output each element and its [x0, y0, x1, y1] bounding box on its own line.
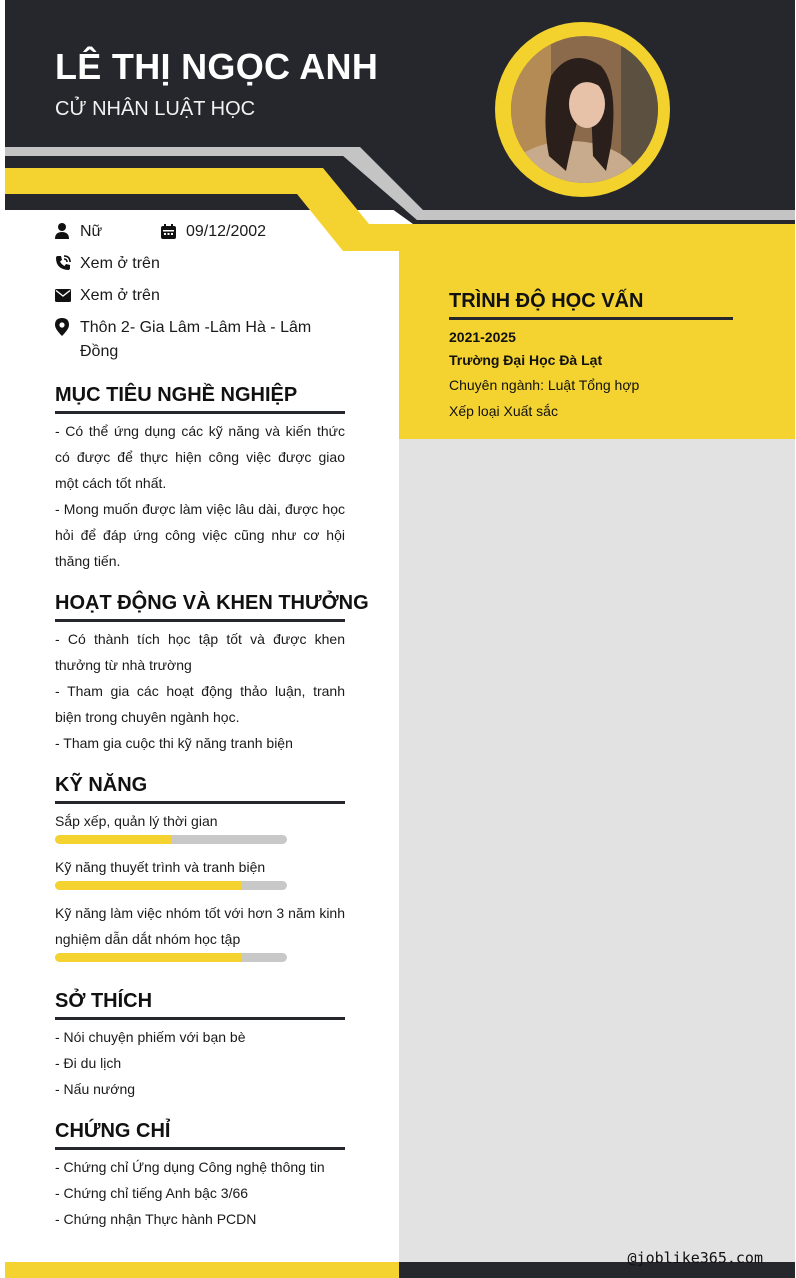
section-education [449, 290, 733, 424]
calendar-icon [161, 220, 186, 242]
section-skills [55, 774, 345, 972]
skill-bar [55, 881, 287, 890]
section-certificates [55, 1120, 345, 1232]
activity-item: - Tham gia các hoạt động thảo luận, tranh biện trong chuyên ngành học. [55, 683, 345, 725]
section-title: HOẠT ĐỘNG VÀ KHEN THƯỞNG [55, 592, 345, 622]
watermark: @joblike365.com [627, 1249, 763, 1267]
envelope-icon [55, 284, 80, 306]
skill-bar-fill [55, 835, 171, 844]
certificate-item: - Chứng nhận Thực hành PCDN [55, 1211, 257, 1227]
right-column-background [399, 439, 795, 1262]
contact-address [55, 316, 345, 364]
skill-bar-fill [55, 881, 241, 890]
education-rank: Xếp loại Xuất sắc [449, 403, 558, 419]
user-icon [55, 220, 80, 242]
section-title: CHỨNG CHỈ [55, 1120, 345, 1150]
footer-bar-left [5, 1262, 399, 1278]
objective-item: - Có thể ứng dụng các kỹ năng và kiến thức có được để thực hiện công việc được giao một cách tốt nhất. [55, 423, 345, 491]
education-major: Chuyên ngành: Luật Tổng hợp [449, 377, 640, 393]
contact-gender [55, 220, 102, 244]
certificate-item: - Chứng chỉ Ứng dụng Công nghệ thông tin [55, 1159, 325, 1175]
contact-email [55, 284, 160, 308]
phone-value: Xem ở trên [80, 255, 160, 272]
candidate-name: LÊ THỊ NGỌC ANH [55, 46, 379, 87]
birthday-value: 09/12/2002 [186, 223, 267, 240]
certificate-item: - Chứng chỉ tiếng Anh bậc 3/66 [55, 1185, 249, 1201]
section-objective [55, 384, 345, 574]
address-value: Thôn 2- Gia Lâm -Lâm Hà - Lâm Đồng [80, 319, 312, 360]
hobby-item: - Nói chuyện phiếm với bạn bè [55, 1029, 246, 1045]
section-title: SỞ THÍCH [55, 990, 345, 1020]
hobby-item: - Đi du lịch [55, 1055, 122, 1071]
skill-bar-fill [55, 953, 241, 962]
contact-phone [55, 252, 160, 276]
candidate-title: CỬ NHÂN LUẬT HỌC [55, 98, 256, 120]
contact-birthday [161, 220, 266, 244]
skill-name: Sắp xếp, quản lý thời gian [55, 813, 218, 829]
education-school: Trường Đại Học Đà Lạt [449, 352, 603, 368]
phone-icon [55, 252, 80, 274]
education-years: 2021-2025 [449, 329, 516, 345]
email-value: Xem ở trên [80, 287, 160, 304]
activity-item: - Có thành tích học tập tốt và được khen thưởng từ nhà trường [55, 631, 345, 673]
section-title: KỸ NĂNG [55, 774, 345, 804]
section-activities [55, 592, 369, 756]
section-hobbies [55, 990, 345, 1102]
section-title: MỤC TIÊU NGHỀ NGHIỆP [55, 384, 345, 414]
avatar [511, 36, 658, 183]
location-pin-icon [55, 316, 80, 338]
skill-bar [55, 835, 287, 844]
objective-item: - Mong muốn được làm việc lâu dài, được học hỏi để đáp ứng công việc cũng như cơ hội thăng tiến. [55, 501, 345, 569]
hobby-item: - Nấu nướng [55, 1081, 136, 1097]
gender-value: Nữ [80, 223, 103, 240]
skill-name: Kỹ năng làm việc nhóm tốt với hơn 3 năm kinh nghiệm dẫn dắt nhóm học tập [55, 905, 345, 947]
section-title: TRÌNH ĐỘ HỌC VẤN [449, 290, 733, 320]
activity-item: - Tham gia cuộc thi kỹ năng tranh biện [55, 735, 293, 751]
resume-page [5, 0, 795, 1278]
header-decoration [5, 0, 795, 280]
skill-bar [55, 953, 287, 962]
skill-name: Kỹ năng thuyết trình và tranh biện [55, 859, 266, 875]
